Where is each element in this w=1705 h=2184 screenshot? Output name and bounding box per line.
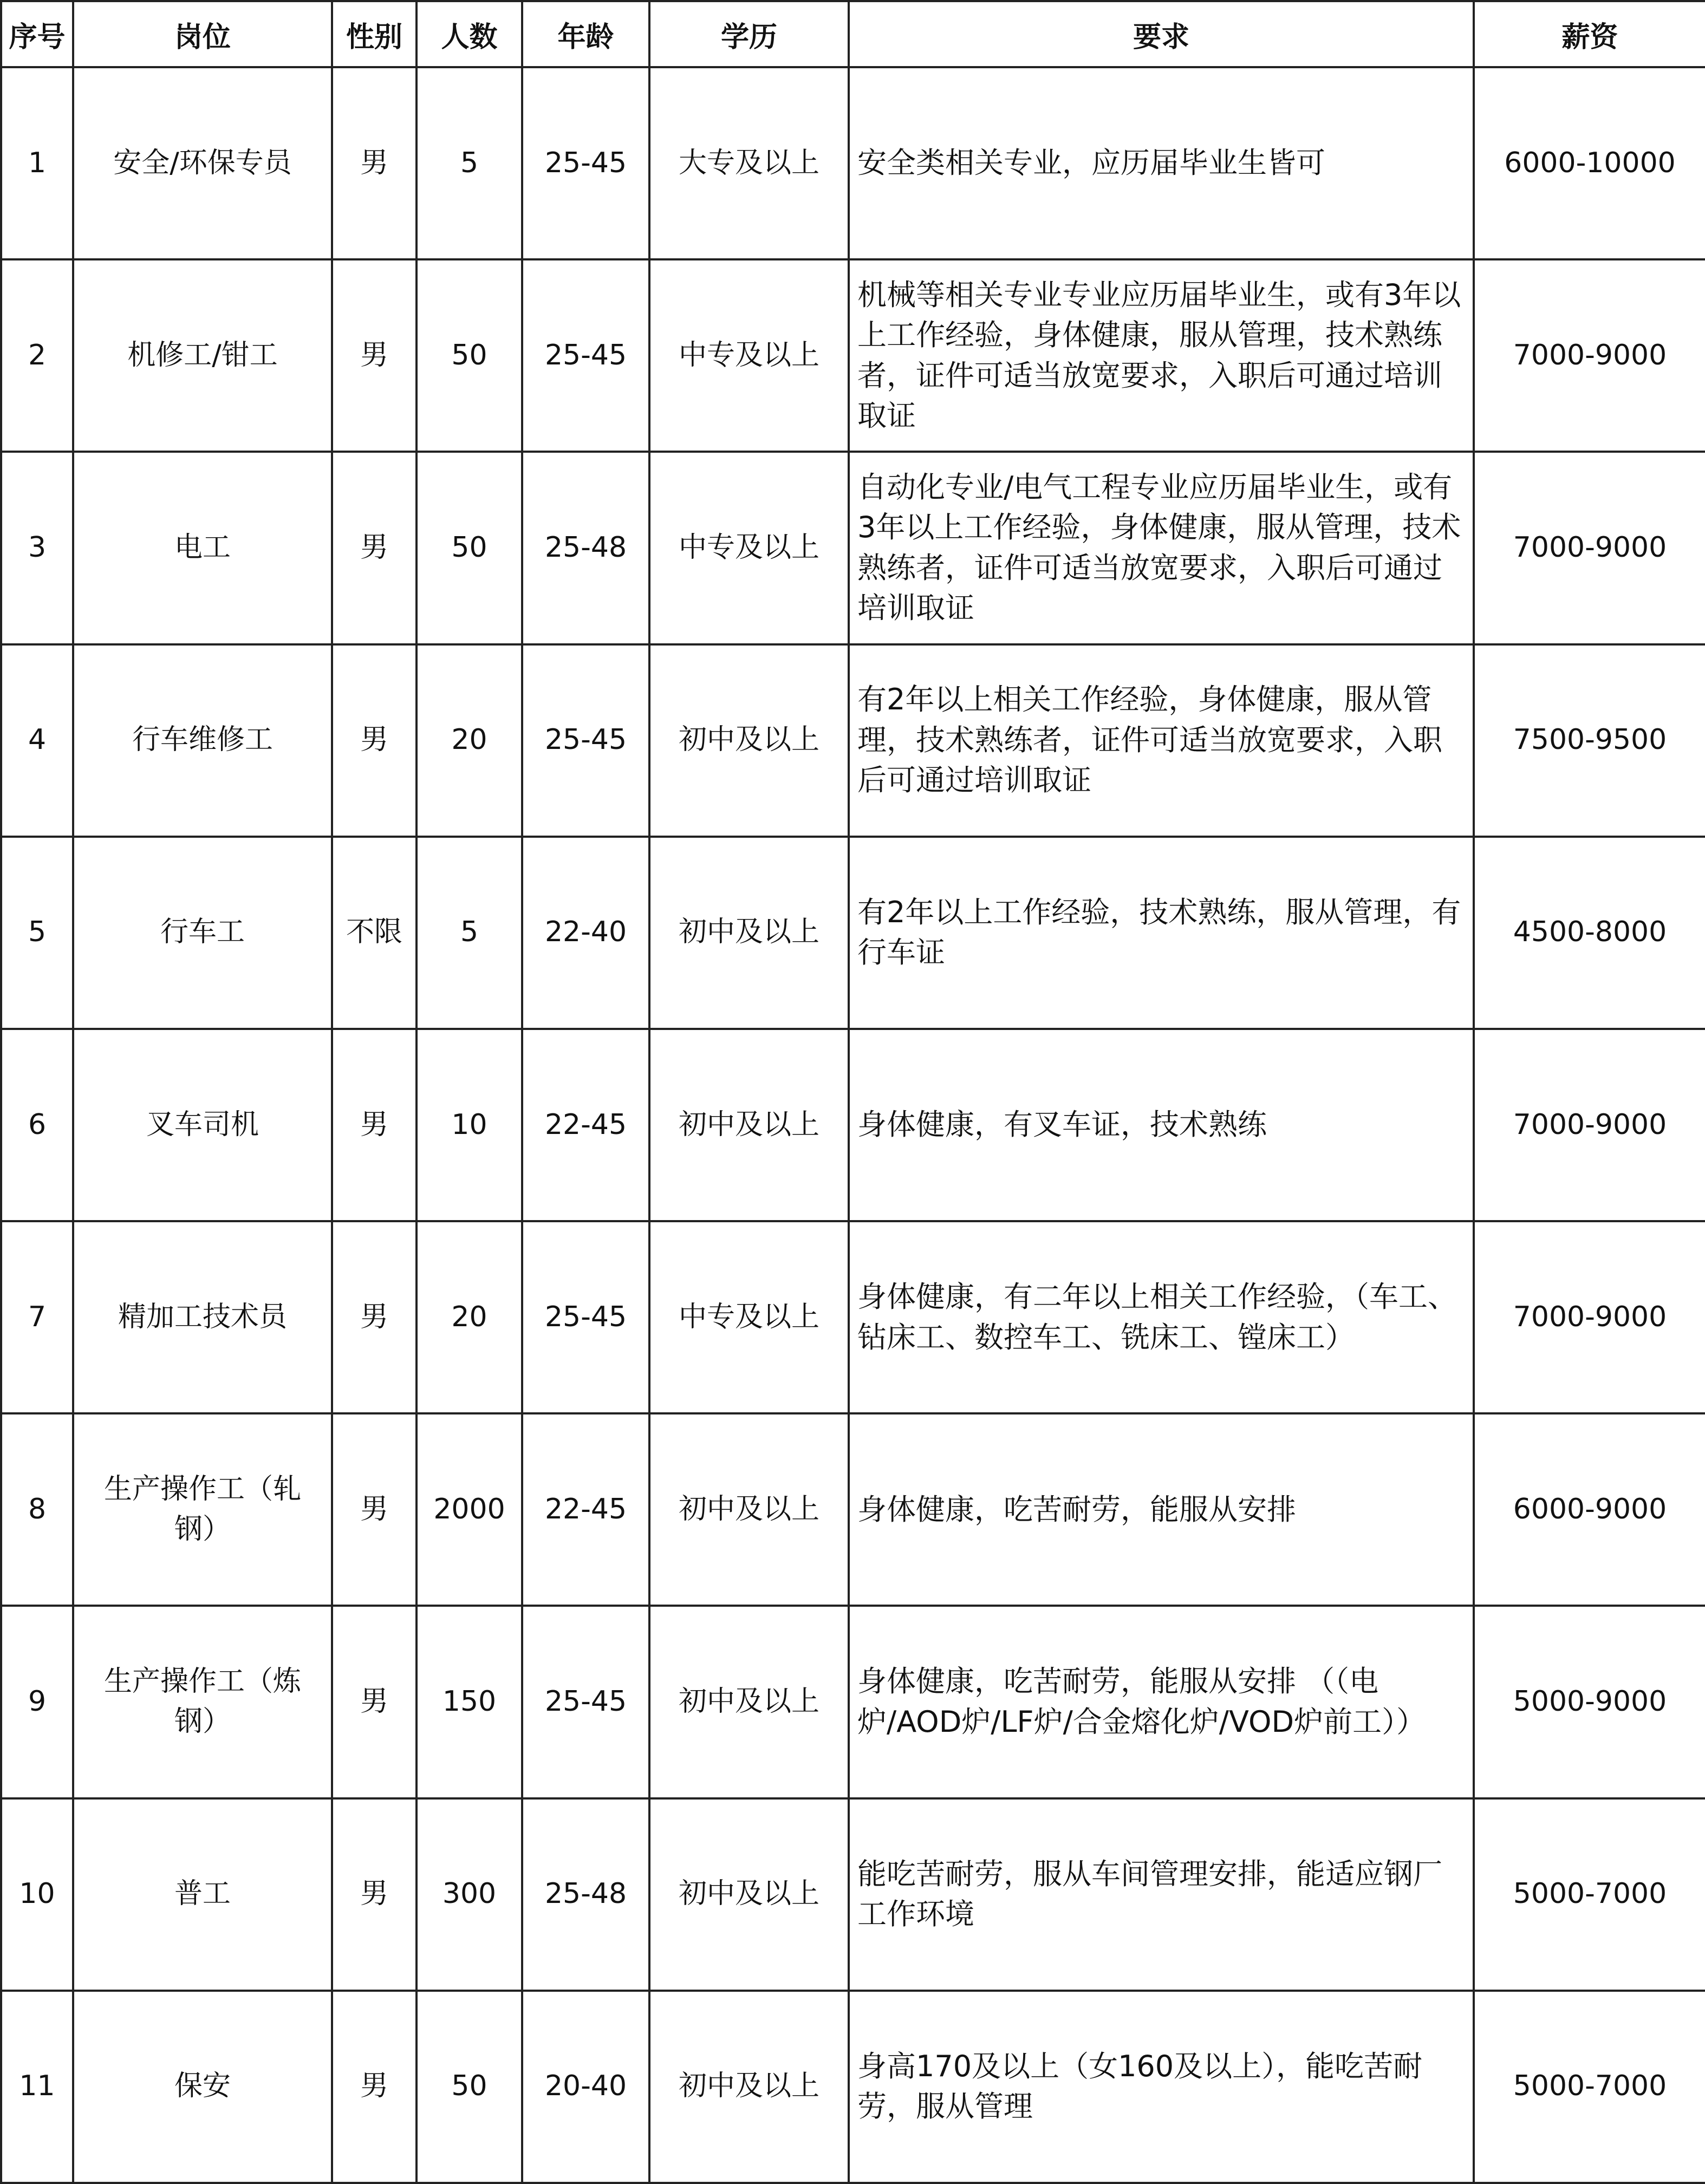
cell-position: 精加工技术员 <box>73 1221 332 1413</box>
cell-gender: 男 <box>332 1606 417 1798</box>
cell-position: 普工 <box>73 1798 332 1991</box>
cell-age: 25-48 <box>522 1798 649 1991</box>
cell-gender: 男 <box>332 1413 417 1606</box>
cell-no: 4 <box>1 644 73 837</box>
cell-no: 2 <box>1 259 73 452</box>
table-row <box>1 1606 1705 1798</box>
cell-age: 22-45 <box>522 1413 649 1606</box>
table-row <box>1 1029 1705 1221</box>
cell-gender: 男 <box>332 67 417 259</box>
header-salary: 薪资 <box>1474 1 1705 67</box>
cell-requirement: 安全类相关专业，应历届毕业生皆可 <box>849 67 1474 259</box>
cell-count: 20 <box>417 1221 522 1413</box>
cell-requirement: 机械等相关专业专业应历届毕业生，或有3年以上工作经验，身体健康，服从管理，技术熟练者，证件可适当放宽要求，入职后可通过培训取证 <box>849 259 1474 452</box>
cell-education: 初中及以上 <box>649 644 849 837</box>
cell-education: 初中及以上 <box>649 1029 849 1221</box>
cell-gender: 男 <box>332 452 417 644</box>
cell-gender: 男 <box>332 644 417 837</box>
cell-salary: 6000-9000 <box>1474 1413 1705 1606</box>
cell-count: 50 <box>417 1991 522 2183</box>
cell-position: 行车维修工 <box>73 644 332 837</box>
cell-requirement: 有2年以上工作经验，技术熟练，服从管理，有行车证 <box>849 837 1474 1029</box>
header-gender: 性别 <box>332 1 417 67</box>
cell-no: 5 <box>1 837 73 1029</box>
cell-position: 机修工/钳工 <box>73 259 332 452</box>
cell-count: 300 <box>417 1798 522 1991</box>
cell-salary: 7000-9000 <box>1474 259 1705 452</box>
cell-education: 大专及以上 <box>649 67 849 259</box>
cell-count: 2000 <box>417 1413 522 1606</box>
header-requirement: 要求 <box>849 1 1474 67</box>
table-row <box>1 259 1705 452</box>
cell-no: 6 <box>1 1029 73 1221</box>
cell-salary: 5000-7000 <box>1474 1798 1705 1991</box>
cell-position: 电工 <box>73 452 332 644</box>
cell-salary: 5000-9000 <box>1474 1606 1705 1798</box>
cell-education: 初中及以上 <box>649 837 849 1029</box>
cell-age: 25-45 <box>522 644 649 837</box>
cell-gender: 男 <box>332 1798 417 1991</box>
cell-education: 初中及以上 <box>649 1798 849 1991</box>
cell-count: 150 <box>417 1606 522 1798</box>
cell-education: 中专及以上 <box>649 452 849 644</box>
cell-requirement: 能吃苦耐劳，服从车间管理安排，能适应钢厂工作环境 <box>849 1798 1474 1991</box>
cell-salary: 6000-10000 <box>1474 67 1705 259</box>
cell-no: 8 <box>1 1413 73 1606</box>
cell-education: 初中及以上 <box>649 1991 849 2183</box>
table-row <box>1 1798 1705 1991</box>
cell-gender: 男 <box>332 259 417 452</box>
cell-requirement: 身体健康，有二年以上相关工作经验，（车工、钻床工、数控车工、铣床工、镗床工） <box>849 1221 1474 1413</box>
cell-no: 7 <box>1 1221 73 1413</box>
cell-age: 25-45 <box>522 1606 649 1798</box>
cell-salary: 7000-9000 <box>1474 1029 1705 1221</box>
table-row <box>1 1991 1705 2183</box>
header-no: 序号 <box>1 1 73 67</box>
table-row <box>1 837 1705 1029</box>
cell-position: 安全/环保专员 <box>73 67 332 259</box>
cell-salary: 7000-9000 <box>1474 452 1705 644</box>
cell-count: 50 <box>417 452 522 644</box>
cell-age: 22-40 <box>522 837 649 1029</box>
table-row <box>1 1221 1705 1413</box>
table-row <box>1 644 1705 837</box>
cell-age: 20-40 <box>522 1991 649 2183</box>
cell-requirement: 自动化专业/电气工程专业应历届毕业生，或有3年以上工作经验，身体健康，服从管理，技术熟练者，证件可适当放宽要求，入职后可通过培训取证 <box>849 452 1474 644</box>
cell-age: 25-45 <box>522 1221 649 1413</box>
cell-position: 行车工 <box>73 837 332 1029</box>
cell-age: 25-45 <box>522 67 649 259</box>
cell-count: 5 <box>417 67 522 259</box>
cell-requirement: 身高170及以上（女160及以上），能吃苦耐劳，服从管理 <box>849 1991 1474 2183</box>
header-age: 年龄 <box>522 1 649 67</box>
cell-no: 1 <box>1 67 73 259</box>
cell-gender: 男 <box>332 1029 417 1221</box>
cell-count: 50 <box>417 259 522 452</box>
cell-education: 初中及以上 <box>649 1413 849 1606</box>
table-row <box>1 1413 1705 1606</box>
cell-no: 3 <box>1 452 73 644</box>
cell-position: 叉车司机 <box>73 1029 332 1221</box>
cell-salary: 7500-9500 <box>1474 644 1705 837</box>
cell-position: 保安 <box>73 1991 332 2183</box>
table-row <box>1 452 1705 644</box>
cell-age: 22-45 <box>522 1029 649 1221</box>
table-row <box>1 67 1705 259</box>
cell-gender: 男 <box>332 1991 417 2183</box>
cell-count: 10 <box>417 1029 522 1221</box>
cell-education: 中专及以上 <box>649 1221 849 1413</box>
cell-salary: 7000-9000 <box>1474 1221 1705 1413</box>
cell-no: 9 <box>1 1606 73 1798</box>
cell-no: 11 <box>1 1991 73 2183</box>
header-education: 学历 <box>649 1 849 67</box>
cell-position: 生产操作工（轧钢） <box>73 1413 332 1606</box>
cell-count: 20 <box>417 644 522 837</box>
cell-age: 25-45 <box>522 259 649 452</box>
cell-age: 25-48 <box>522 452 649 644</box>
cell-education: 初中及以上 <box>649 1606 849 1798</box>
cell-requirement: 身体健康，吃苦耐劳，能服从安排 <box>849 1413 1474 1606</box>
cell-requirement: 有2年以上相关工作经验，身体健康，服从管理，技术熟练者，证件可适当放宽要求，入职后可通过培训取证 <box>849 644 1474 837</box>
cell-salary: 5000-7000 <box>1474 1991 1705 2183</box>
cell-gender: 男 <box>332 1221 417 1413</box>
cell-salary: 4500-8000 <box>1474 837 1705 1029</box>
cell-position: 生产操作工（炼钢） <box>73 1606 332 1798</box>
header-count: 人数 <box>417 1 522 67</box>
cell-education: 中专及以上 <box>649 259 849 452</box>
cell-gender: 不限 <box>332 837 417 1029</box>
header-row <box>1 1 1705 67</box>
header-position: 岗位 <box>73 1 332 67</box>
cell-requirement: 身体健康，有叉车证，技术熟练 <box>849 1029 1474 1221</box>
cell-count: 5 <box>417 837 522 1029</box>
cell-requirement: 身体健康，吃苦耐劳，能服从安排 （（电炉/AOD炉/LF炉/合金熔化炉/VOD炉前工）） <box>849 1606 1474 1798</box>
cell-no: 10 <box>1 1798 73 1991</box>
